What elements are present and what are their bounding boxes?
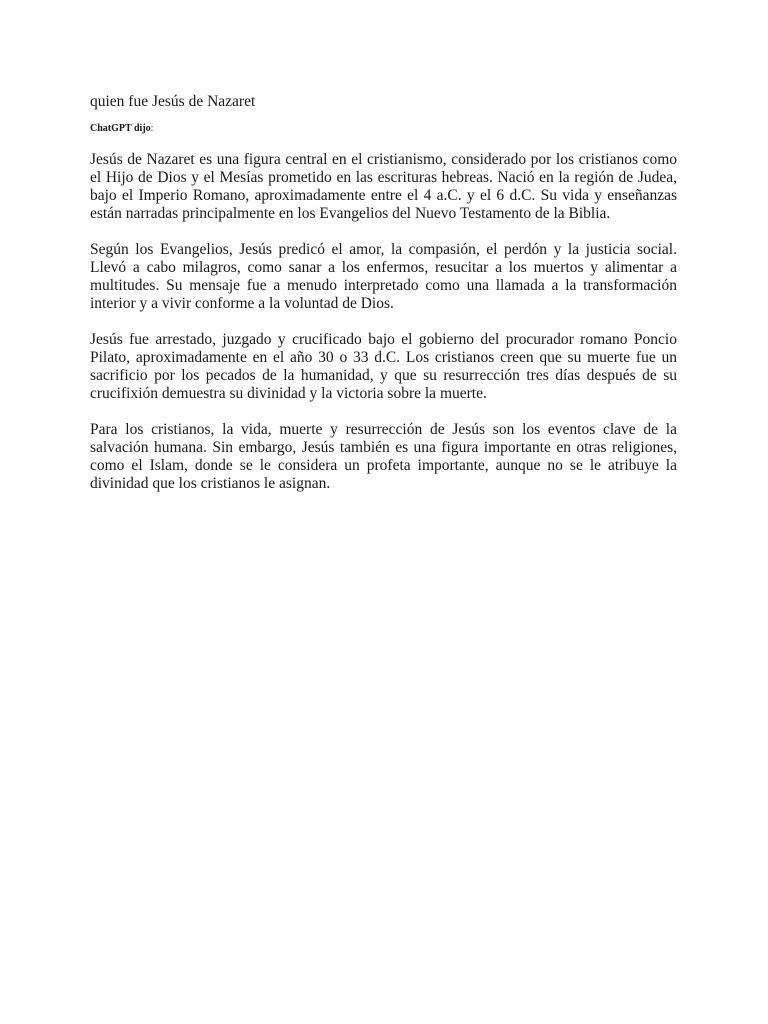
speaker-label [90,123,677,135]
speaker-name: ChatGPT dijo [90,123,151,134]
answer-paragraph-4: Para los cristianos, la vida, muerte y resurrección de Jesús son los eventos clave de la salvación humana. Sin embargo, Jesús también es una figura importante en otras religiones, como el Islam, donde se le considera un profeta importante, aunque no se le atribuye la divinidad que los cristianos le asignan. [90,421,677,492]
answer-paragraph-1: Jesús de Nazaret es una figura central en el cristianismo, considerado por los cristianos como el Hijo de Dios y el Mesías prometido en las escrituras hebreas. Nació en la región de Judea, bajo el Imperio Romano, aproximadamente entre el 4 a.C. y el 6 d.C. Su vida y enseñanzas están narradas principalmente en los Evangelios del Nuevo Testamento de la Biblia. [90,151,677,222]
question-text: quien fue Jesús de Nazaret [90,93,256,110]
document-page [90,92,677,511]
answer-paragraph-3: Jesús fue arrestado, juzgado y crucificado bajo el gobierno del procurador romano Poncio Pilato, aproximadamente en el año 30 o 33 d.C. Los cristianos creen que su muerte fue un sacrificio por los pecados de la humanidad, y que su resurrección tres días después de su crucifixión demuestra su divinidad y la victoria sobre la muerte. [90,331,677,402]
speaker-suffix: : [150,123,154,134]
answer-paragraph-2: Según los Evangelios, Jesús predicó el amor, la compasión, el perdón y la justicia social. Llevó a cabo milagros, como sanar a los enfermos, resucitar a los muertos y alimentar a multitudes. Su mensaje fue a menudo interpretado como una llamada a la transformación interior y a vivir conforme a la voluntad de Dios. [90,241,677,312]
